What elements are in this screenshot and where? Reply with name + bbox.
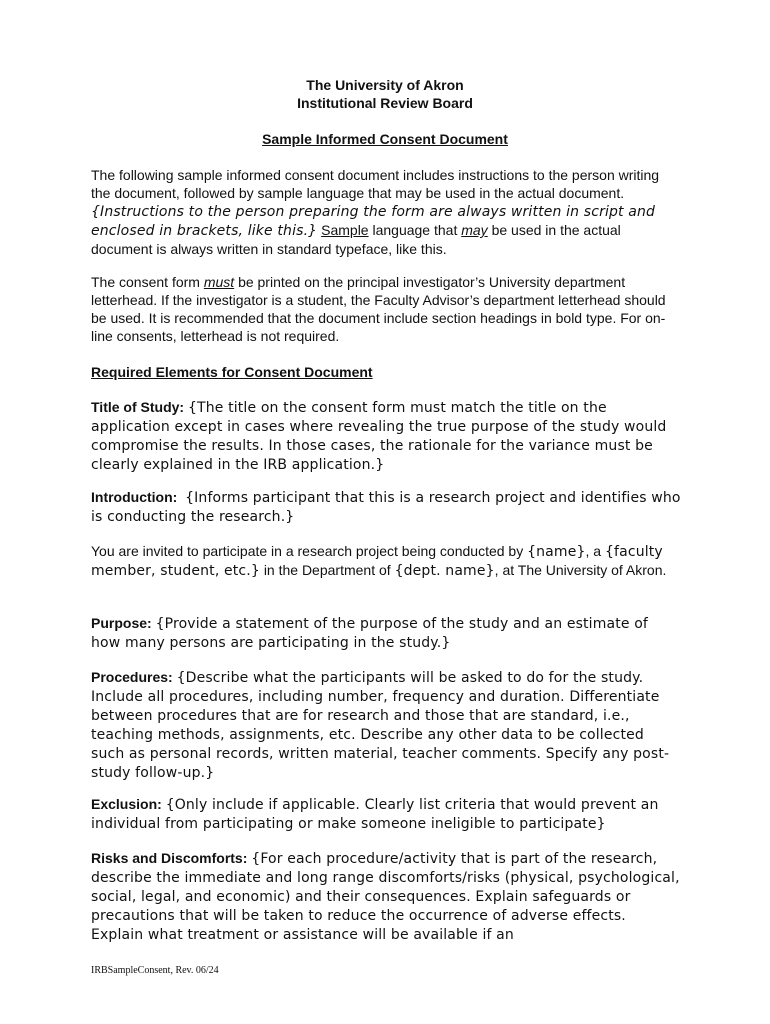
section-exclusion: [91, 795, 681, 833]
required-elements-heading-wrap: [91, 363, 681, 381]
intro-paragraph-1: [91, 166, 681, 258]
document-title: Sample Informed Consent Document: [262, 131, 508, 147]
section-text: {The title on the consent form must match the title on the application except in cases where revealing the true purpose of the study would compromise the results. In those cases, the rationale for the variance must be clearly explained in the IRB application.}: [91, 400, 667, 473]
section-label: Introduction:: [91, 489, 178, 505]
section-introduction: [91, 488, 681, 526]
section-label: Risks and Discomforts:: [91, 850, 248, 866]
board-name: Institutional Review Board: [297, 95, 473, 111]
section-text: {Describe what the participants will be asked to do for the study. Include all procedures, including number, frequency and duration. Differentiate between procedures that are for research and those that are standard, i.e., teaching methods, assignments, etc. Describe any other data to be collected such as personal records, written material, teacher comments. Specify any post-study follow-up.}: [91, 670, 670, 781]
section-title-of-study: [91, 398, 681, 474]
section-purpose: [91, 614, 681, 652]
document-title-wrap: [0, 130, 770, 148]
intro-p2-text: The consent form: [91, 274, 200, 290]
university-name: The University of Akron: [306, 77, 464, 93]
invite-text-2: , a: [585, 543, 602, 559]
invite-text-4: , at The University of Akron.: [494, 562, 667, 578]
section-text: {Only include if applicable. Clearly list criteria that would prevent an individual from participating or make someone ineligible to participate}: [91, 797, 659, 832]
invite-dept: {dept. name}: [394, 563, 495, 579]
intro-p1-text: The following sample informed consent document includes instructions to the person writing the document, followed by sample language that may be used in the actual document.: [91, 167, 660, 201]
section-label: Procedures:: [91, 669, 173, 685]
required-elements-heading: Required Elements for Consent Document: [91, 364, 373, 380]
intro-p1-text-2: language that: [372, 222, 458, 238]
intro-paragraph-2: [91, 273, 681, 345]
invitation-paragraph: [91, 542, 681, 580]
intro-p2-must: must: [203, 274, 235, 290]
invite-text-3: in the Department of: [263, 562, 391, 578]
intro-p1-instructions: {Instructions to the person preparing the form are always written in script and enclosed in brackets, like this.}: [91, 204, 656, 239]
section-text: {Provide a statement of the purpose of the study and an estimate of how many persons are participating in the study.}: [91, 616, 649, 651]
intro-p1-sample: Sample: [321, 222, 369, 238]
section-label: Exclusion:: [91, 796, 162, 812]
intro-p1-text-3: be used in the actual document is always written in standard typeface, like this.: [91, 222, 621, 257]
section-label: Title of Study:: [91, 399, 185, 415]
section-label: Purpose:: [91, 615, 152, 631]
page-footer: IRBSampleConsent, Rev. 06/24: [91, 965, 219, 976]
invite-name: {name}: [527, 544, 586, 560]
intro-p2-text-2: be printed on the principal investigator’s University department letterhead. If the investigator is a student, the Faculty Advisor’s department letterhead should be used. It is recommended that the document include section headings in bold type. For on-line consents, letterhead is not required.: [91, 274, 666, 344]
section-text: {Informs participant that this is a research project and identifies who is conducting the research.}: [91, 490, 681, 525]
section-procedures: [91, 668, 681, 782]
section-text: {For each procedure/activity that is part of the research, describe the immediate and long range discomforts/risks (physical, psychological, social, legal, and economic) and their consequences. Explain safeguards or precautions that will be taken to reduce the occurrence of adverse effects. Explain what treatment or assistance will be available if an: [91, 851, 680, 943]
section-risks: [91, 849, 681, 944]
intro-p1-may: may: [461, 222, 488, 238]
invite-text: You are invited to participate in a research project being conducted by: [91, 543, 524, 559]
invite-role: {faculty member, student, etc.}: [91, 544, 663, 579]
